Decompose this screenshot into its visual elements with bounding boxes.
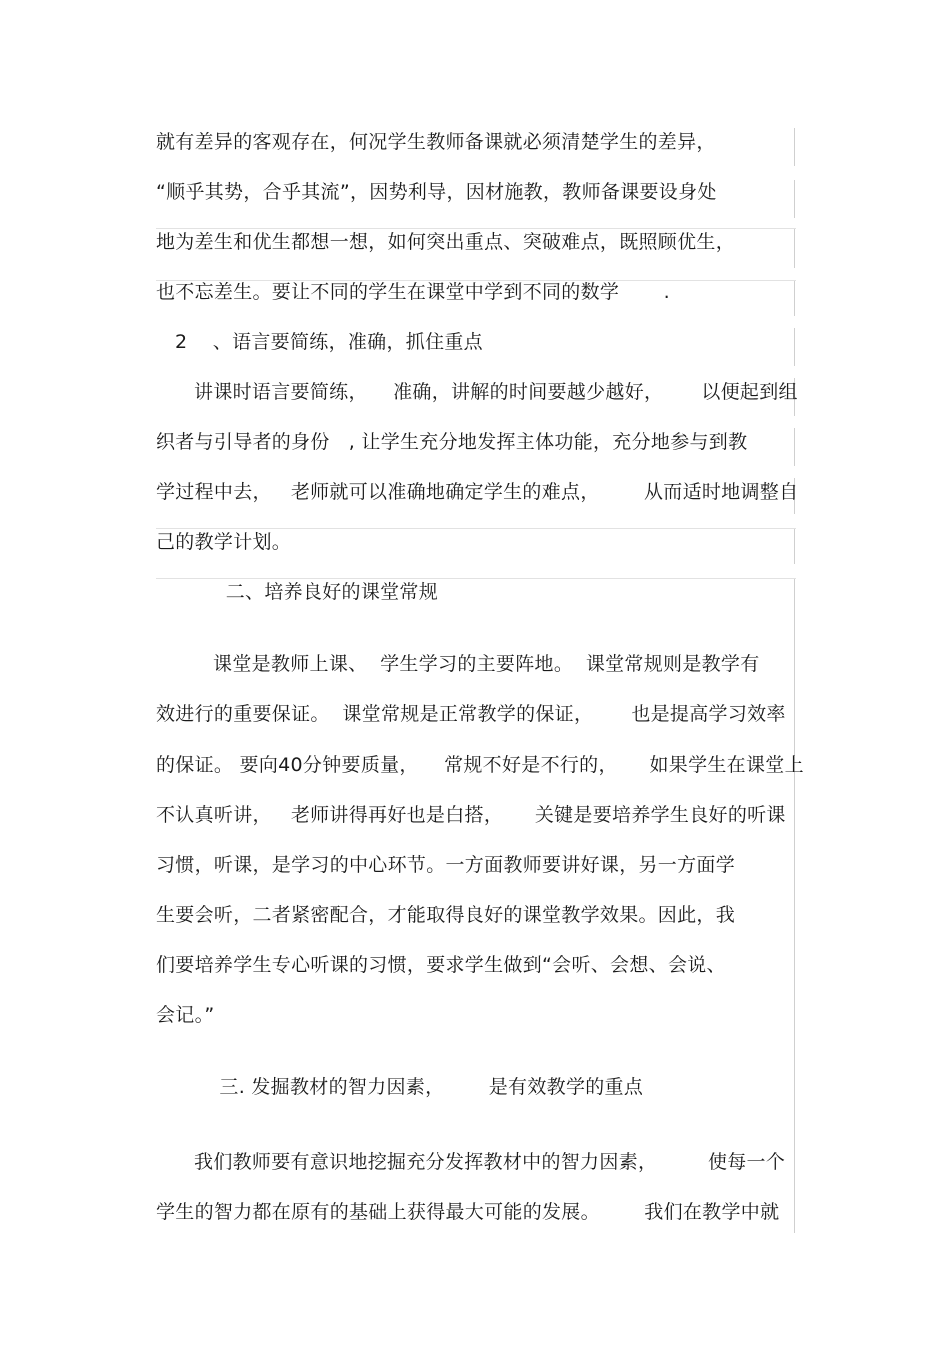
margin-rule [794,528,795,564]
row-rule [156,228,796,229]
text-line: 就有差异的客观存在，何况学生教师备课就必须清楚学生的差异， [156,131,716,153]
text-line: 己的教学计划。 [156,531,292,553]
margin-rule [794,128,795,166]
text-line: 效进行的重要保证。 课堂常规是正常教学的保证， 也是提高学习效率 [156,703,786,725]
text-line: 课堂是教师上课、 学生学习的主要阵地。 课堂常规则是教学有 [156,653,760,675]
section-heading: 三. 发掘教材的智力因素， 是有效教学的重点 [156,1076,644,1098]
text-line: 们要培养学生专心听课的习惯，要求学生做到“会听、会想、会说、 [156,954,726,976]
text-line: 的保证。 要向40分钟要质量， 常规不好是不行的， 如果学生在课堂上 [156,754,804,776]
text-line: 习惯，听课，是学习的中心环节。一方面教师要讲好课，另一方面学 [156,854,736,876]
text-line: “顺乎其势，合乎其流”，因势利导，因材施教，教师备课要设身处 [156,181,717,203]
section-heading: 二、培养良好的课堂常规 [156,581,439,603]
text-line: 学过程中去， 老师就可以准确地确定学生的难点， 从而适时地调整自 [156,481,799,503]
text-line: 学生的智力都在原有的基础上获得最大可能的发展。 我们在教学中就 [156,1201,780,1223]
text-line: 会记。” [156,1004,215,1026]
text-line: 不认真听讲， 老师讲得再好也是白搭， 关键是要培养学生良好的听课 [156,804,786,826]
margin-rule [794,280,795,316]
row-rule [156,528,796,529]
text-line: 生要会听，二者紧密配合，才能取得良好的课堂教学效果。因此，我 [156,904,736,926]
margin-rule [794,328,795,366]
margin-rule [794,578,795,1233]
text-line: 我们教师要有意识地挖掘充分发挥教材中的智力因素， 使每一个 [156,1151,786,1173]
text-line: 织者与引导者的身份 , 让学生充分地发挥主体功能，充分地参与到教 [156,431,748,453]
text-line: 讲课时语言要简练， 准确，讲解的时间要越少越好， 以便起到组 [156,381,798,403]
text-line: 地为差生和优生都想一想，如何突出重点、突破难点，既照顾优生， [156,231,736,253]
text-line: 也不忘差生。要让不同的学生在课堂中学到不同的数学 . [156,281,670,303]
section-heading: 2 、语言要简练，准确，抓住重点 [156,331,483,353]
margin-rule [794,180,795,218]
margin-rule [794,228,795,268]
row-rule [156,578,796,579]
margin-rule [794,428,795,466]
